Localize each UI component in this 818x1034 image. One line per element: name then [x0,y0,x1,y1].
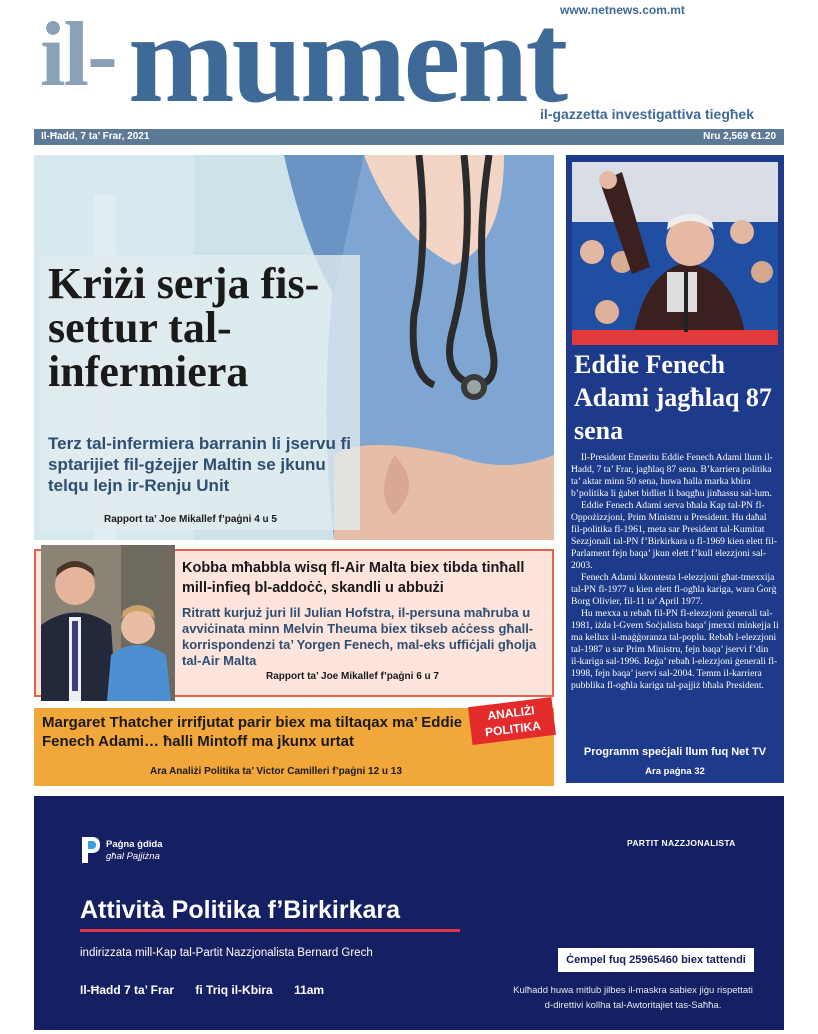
party-logo-icon [80,835,102,865]
event-host: indirizzata mill-Kap tal-Partit Nazzjonalista Bernard Grech [80,947,373,959]
issue-date: Il-Ħadd, 7 ta’ Frar, 2021 [41,131,150,142]
event-day: Il-Ħadd 7 ta’ Frar [80,983,175,997]
air-malta-page-reference: Rapport ta’ Joe Mikallef f’paġni 6 u 7 [266,671,439,682]
hero-headline[interactable]: Kriżi serja fis-settur tal-infermiera [48,259,320,396]
air-malta-headline[interactable]: Kobba mħabbla wisq fl-Air Malta biex tibda tinħall mill-infieq bl-addoċċ, skandli u abbużi [182,560,525,596]
title-underline [80,929,460,932]
analysis-headline[interactable]: Margaret Thatcher irrifjutat parir biex ma tiltaqax ma’ Eddie Fenech Adami… ħalli Mintoff ma jkunx urtat [42,714,463,750]
masthead-prefix: il- [40,3,116,105]
party-name: PARTIT NAZZJONALISTA [627,838,736,848]
badge-line: POLITIKA [484,718,542,740]
hero-page-reference: Rapport ta’ Joe Mikallef f’paġni 4 u 5 [104,514,277,525]
issue-number-price: Nru 2,569 €1.20 [703,131,776,142]
mask-notice: Kulħadd huwa mitlub jilbes il-maskra sabiex jiġu rispettati d-direttivi kollha tal-Awtoritajiet tas-Saħħa. [513,985,753,1011]
fenech-adami-headline[interactable]: Eddie Fenech Adami jagħlaq 87 sena [574,350,772,445]
article-paragraph: Eddie Fenech Adami serva bħala Kap tal-PN fl-Oppożizzjoni, Prim Ministru u President. Hu daħal fil-politika fl-1961, meta sar President tal-Kumitat Sezzjonali tal-PN f’Birkirkara u fl-1969 kien elett fil-Parlament fejn baqa’ jkun elett f’kull elezzjoni sal-2003. [571,500,777,571]
website-url[interactable]: www.netnews.com.mt [560,3,685,17]
hero-subheadline: Terz tal-infermiera barranin li jservu fi sptarijiet fil-gżejjer Maltin se jkunu telqu lejn ir-Renju Unit [48,434,351,495]
event-time: 11am [294,983,325,997]
event-title: Attività Politika f’Birkirkara [80,896,401,924]
article-paragraph: Fenech Adami kkontesta l-elezzjoni għat-tmexxija tal-PN fl-1977 u kien elett fl-ogħla kariga, wara Ġorġ Borg Olivier, fil-11 ta’ April 1977. [571,572,777,607]
fenech-adami-page-reference: Ara paġna 32 [645,766,705,777]
masthead-logo: mument [128,0,566,129]
event-details [80,983,342,997]
rally-image [572,162,778,345]
article-paragraph: Hu mexxa u rebaħ fil-PN fl-elezzjoni ġenerali tal-1981, iżda l-Gvern Soċjalista baqa’ jmexxi minkejja li ma kellux il-maġġoranza tal-poplu. Rebaħ l-elezzjoni tal-1987 u sar Prim Ministru, fejn baqa’ jservi f’din il-kariga sal-1996. Reġa’ rebaħ l-elezzjoni ġenerali fl-1998, fejn baqa’ jservi sal-2004. Temm il-karriera pubblika fl-ogħla kariga tal-pajjiż bħala President. [571,608,779,691]
fenech-adami-photo [572,162,778,345]
logo-text-line2: għal Pajjiżna [106,851,160,862]
air-malta-photo [41,545,175,701]
fenech-adami-article [571,452,779,692]
badge-line: ANALIŻI [486,703,536,723]
logo-text-line1: Paġna ġdida [106,839,163,850]
net-tv-promo: Programm speċjali llum fuq Net TV [583,746,767,758]
dateline-bar [34,129,784,145]
air-malta-subheadline: Ritratt kurjuż juri lil Julian Hofstra, il-persuna maħruba u avviċinata minn Melvin Theuma biex tikseb aċċess għall-korrispondenzi ta’ Yorgen Fenech, mal-eks uffiċjali għolja tal-Air Malta [182,605,537,668]
masthead-tagline: il-gazzetta investigattiva tiegħek [540,106,754,122]
event-place: fi Triq il-Kbira [195,983,273,997]
article-paragraph: Il-President Emeritu Eddie Fenech Adami llum il-Ħadd, 7 ta’ Frar, jagħlaq 87 sena. B’karriera politika ta’ aktar minn 50 sena, huwa ħalla marka kbira b’politika li ġabet bidliet li baqgħu jinħassu sal-lum. [571,452,773,499]
two-men-image [41,545,175,701]
phone-call-button[interactable]: Ċempel fuq 25965460 biex tattendi [558,948,754,972]
analysis-page-reference: Ara Analiżi Politika ta’ Victor Camilleri f’paġni 12 u 13 [150,766,402,777]
